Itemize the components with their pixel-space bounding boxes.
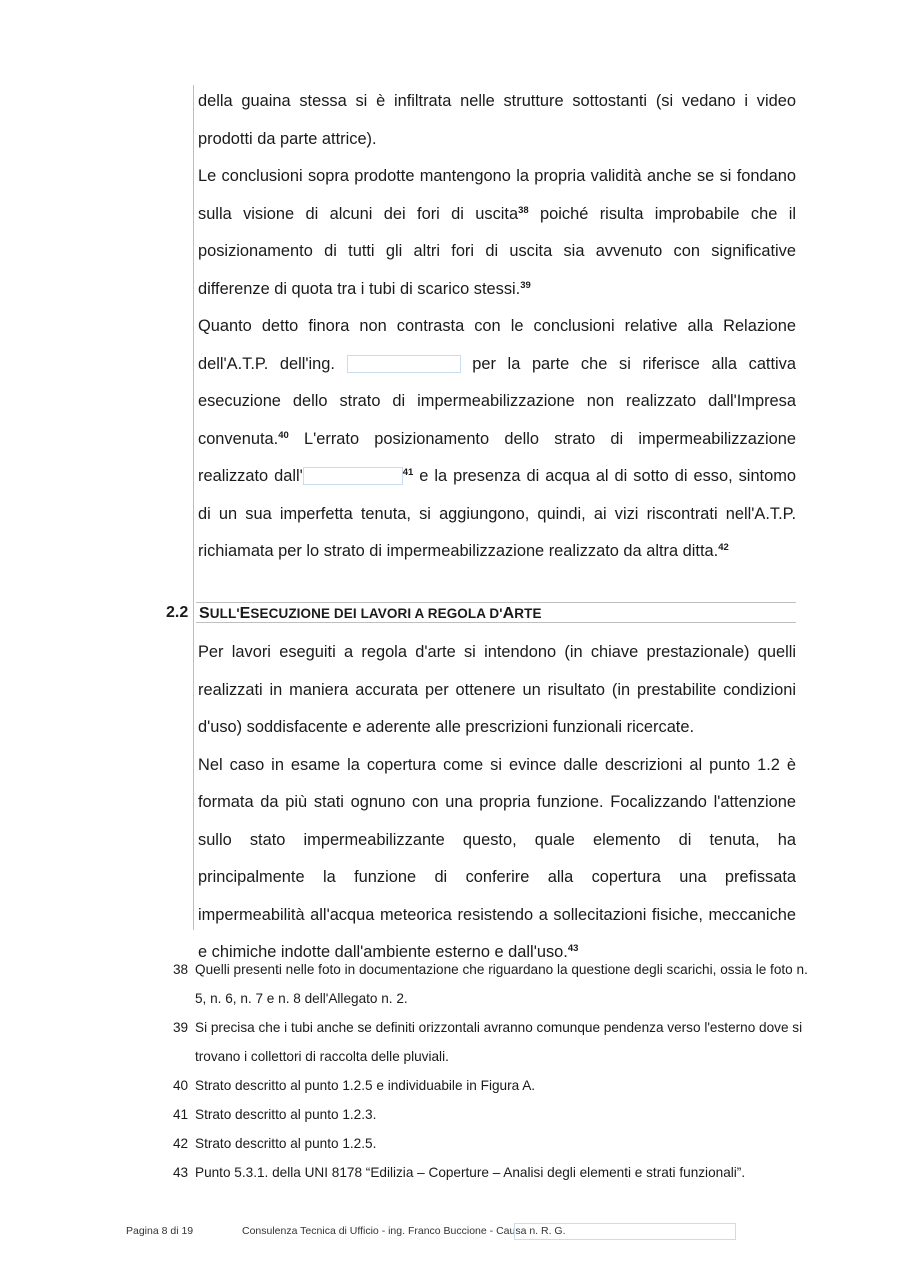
paragraph-guaina: della guaina stessa si è infiltrata nelle strutture sottostanti (si vedano i video prodotti da parte attrice). <box>198 92 796 148</box>
footnote-ref-40[interactable]: 40 <box>278 429 289 441</box>
heading-top-rule <box>196 602 796 603</box>
redacted-company-box <box>303 467 403 485</box>
footnote-41: 41 Strato descritto al punto 1.2.3. <box>173 1107 377 1122</box>
section-number: 2.2 <box>166 604 189 621</box>
paragraph-atp: Quanto detto finora non contrasta con le conclusioni relative alla Relazione dell'A.T.P. dell'ing. per la parte che si riferisce alla cattiva esecuzione dello strato di impermeabilizzazione non realizzato dall'Impresa convenuta.$^{40}$ L'errato posizionamento dello strato di impermeabilizzazione realizzato dall' $^{41}$ e la presenza di acqua al di sotto di esso, sintomo di un sua imperfetta tenuta, si aggiungono, quindi, ai vizi riscontrati nell'A.T.P. richiamata per lo strato di impermeabilizzazione realizzato da altra ditta.$^{42}$ <box>198 317 796 560</box>
footer-redacted-box <box>514 1223 736 1240</box>
footer-page-number: Pagina 8 di 19 <box>126 1225 194 1237</box>
paragraph-caso-esame: Nel caso in esame la copertura come si evince dalle descrizioni al punto 1.2 è formata da più stati ognuno con una propria funzione. Focalizzando l'attenzione sullo stato impermeabilizzante questo, quale elemento di tenuta, ha principalmente la funzione di conferire alla copertura una prefissata impermeabilità all'acqua meteorica resistendo a sollecitazioni fisiche, meccaniche e chimiche indotte dall'ambiente esterno e dall'uso.$^{43}$ <box>198 755 796 961</box>
footnotes <box>173 955 813 1187</box>
footnote-ref-43[interactable]: 43 <box>567 943 579 954</box>
margin-rule <box>193 85 194 930</box>
section-title: SULL'ESECUZIONE DEI LAVORI A REGOLA D'ARTE <box>199 605 542 622</box>
footer-document-info: Consulenza Tecnica di Ufficio - ing. Franco Buccione - Causa n. R. G. <box>242 1225 566 1237</box>
section-heading <box>166 600 796 624</box>
body-text-lower <box>198 634 796 972</box>
footnote-ref-41[interactable]: 41 <box>402 467 414 478</box>
footnote-ref-42[interactable]: 42 <box>718 542 729 553</box>
paragraph-regola-arte: Per lavori eseguiti a regola d'arte si intendono (in chiave prestazionale) quelli realizzati in maniera accurata per ottenere un risultato (in prestabilite condizioni d'uso) soddisfacente e aderente alle prescrizioni funzionali ricercate. <box>198 643 796 736</box>
paragraph-conclusioni: Le conclusioni sopra prodotte mantengono la propria validità anche se si fondano sulla visione di alcuni dei fori di uscita$^{38}$ poiché risulta improbabile che il posizionamento di tutti gli altri fori di uscita sia avvenuto con significative differenze di quota tra i tubi di scarico stessi.$^{39}$ <box>198 167 796 298</box>
footnote-42: 42 Strato descritto al punto 1.2.5. <box>173 1136 377 1151</box>
footnote-ref-39[interactable]: 39 <box>520 279 531 291</box>
footnote-40: 40 Strato descritto al punto 1.2.5 e individuabile in Figura A. <box>173 1078 536 1093</box>
body-text-upper <box>198 83 796 571</box>
footnote-39: 39 Si precisa che i tubi anche se definiti orizzontali avranno comunque pendenza verso l'esterno dove si trovano i collettori di raccolta delle pluviali. <box>173 1020 803 1064</box>
footnote-ref-38[interactable]: 38 <box>518 204 529 216</box>
footnote-43: 43 Punto 5.3.1. della UNI 8178 “Edilizia – Coperture – Analisi degli elementi e strati funzionali”. <box>173 1165 746 1180</box>
redacted-name-box <box>347 355 461 373</box>
footnote-38: 38 Quelli presenti nelle foto in documentazione che riguardano la questione degli scarichi, ossia le foto n. 5, n. 6, n. 7 e n. 8 dell'Allegato n. 2. <box>173 962 808 1006</box>
